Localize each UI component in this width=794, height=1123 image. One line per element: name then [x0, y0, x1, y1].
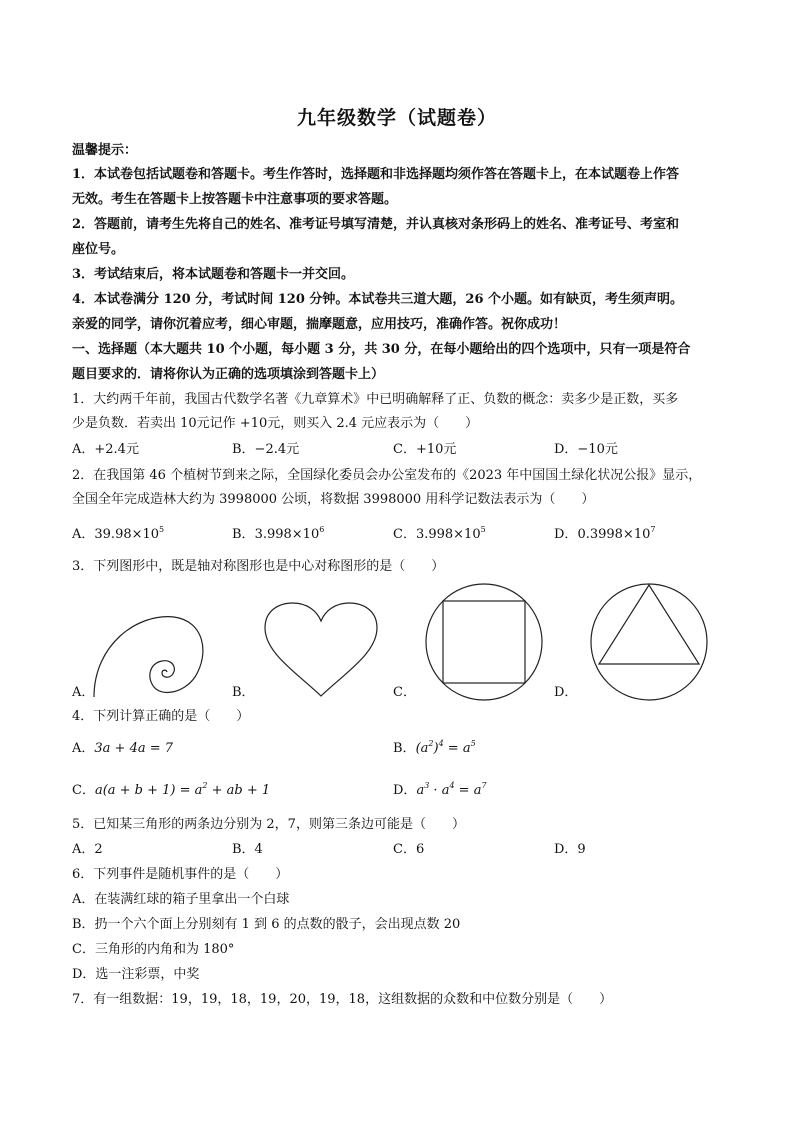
note-3: 3．考试结束后，将本试题卷和答题卡一并交回。 — [72, 267, 355, 282]
spiral-figure — [92, 605, 212, 700]
heart-figure — [262, 601, 380, 699]
q2-option-c: C．$3.998\times 10^5$ — [393, 525, 486, 542]
note-1-line1: 1．本试卷包括试题卷和答题卡。考生作答时，选择题和非选择题均须作答在答题卡上，在本试题卷上作答 — [72, 167, 680, 182]
q6-option-d: D．选一注彩票，中奖 — [72, 967, 200, 982]
q6-line1: 6．下列事件是随机事件的是（ ） — [72, 867, 289, 882]
q4-option-b: B．$(a^2)^4 = a^5$ — [393, 739, 476, 756]
q2-line1: 2．在我国第 46 个植树节到来之际，全国绿化委员会办公室发布的《2023 年中国国土绿化状况公报》显示， — [72, 468, 702, 483]
q6-option-b: B．扔一个六个面上分别刻有 1 到 6 的点数的骰子，会出现点数 20 — [72, 917, 461, 932]
q2-option-b: B．$3.998\times 10^6$ — [232, 525, 325, 542]
q1-option-b: B．−2.4元 — [232, 442, 300, 457]
q1-line1: 1．大约两千年前，我国古代数学名著《九章算术》中已明确解释了正、负数的概念：卖多少是正数，买多 — [72, 392, 679, 407]
q3-option-a: A． — [72, 685, 95, 700]
q2-option-a: A．$39.98\times 10^5$ — [72, 525, 165, 542]
q2-option-d: D．$0.3998\times 10^7$ — [554, 525, 656, 542]
q1-option-c: C．+10元 — [393, 442, 457, 457]
q5-option-c: C．6 — [393, 842, 425, 857]
q3-option-d: D． — [554, 685, 578, 700]
q6-option-a: A．在装满红球的箱子里拿出一个白球 — [72, 892, 290, 907]
q5-option-b: B．4 — [232, 842, 263, 857]
section1-line2: 题目要求的．请将你认为正确的选项填涂到答题卡上） — [72, 367, 385, 382]
q1-line2: 少是负数．若卖出 10元记作 +10元，则买入 2.4 元应表示为（ ） — [72, 416, 479, 431]
notes-heading: 温馨提示： — [72, 143, 138, 158]
q7-line1: 7．有一组数据：19，19，18，19，20，19，18，这组数据的众数和中位数分别是（ ） — [72, 992, 613, 1007]
section1-line1: 一、选择题（本大题共 10 个小题，每小题 3 分，共 30 分，在每小题给出的四个选项中，只有一项是符合 — [72, 342, 691, 357]
q5-option-a: A．2 — [72, 842, 103, 857]
q3-line1: 3．下列图形中，既是轴对称图形也是中心对称图形的是（ ） — [72, 559, 445, 574]
q1-option-d: D．−10元 — [554, 442, 618, 457]
circle-with-triangle-figure — [589, 582, 709, 702]
q3-option-c: C． — [393, 685, 416, 700]
q5-option-d: D．9 — [554, 842, 586, 857]
note-4: 4．本试卷满分 120 分，考试时间 120 分钟。本试卷共三道大题，26 个小题。如有缺页，考生须声明。 — [72, 292, 684, 307]
q1-option-a: A．+2.4元 — [72, 442, 139, 457]
page-title: 九年级数学（试题卷） — [296, 107, 497, 129]
note-1-line2: 无效。考生在答题卡上按答题卡中注意事项的要求答题。 — [72, 192, 398, 207]
q4-option-a: A．3a + 4a = 7 — [72, 741, 174, 756]
q4-option-c: C．$a(a + b + 1) = a^2$ + ab + 1 — [72, 781, 271, 798]
q3-option-b: B． — [232, 685, 255, 700]
note-2-line2: 座位号。 — [72, 242, 125, 257]
q2-line2: 全国全年完成造林大约为 3998000 公顷，将数据 3998000 用科学记数法表示为（ ） — [72, 492, 595, 507]
note-2-line1: 2．答题前，请考生先将自己的姓名、准考证号填写清楚，并认真核对条形码上的姓名、准考证号、考室和 — [72, 217, 680, 232]
encouragement: 亲爱的同学，请你沉着应考，细心审题，揣摩题意，应用技巧，准确作答。祝你成功！ — [72, 317, 567, 332]
q4-option-d: D．$a^3 \cdot a^4 = a^7$ — [393, 781, 487, 798]
circle-with-square-figure — [424, 582, 544, 702]
q4-line1: 4．下列计算正确的是（ ） — [72, 709, 250, 724]
q5-line1: 5．已知某三角形的两条边分别为 2，7，则第三条边可能是（ ） — [72, 817, 465, 832]
q6-option-c: C．三角形的内角和为 180° — [72, 942, 235, 957]
